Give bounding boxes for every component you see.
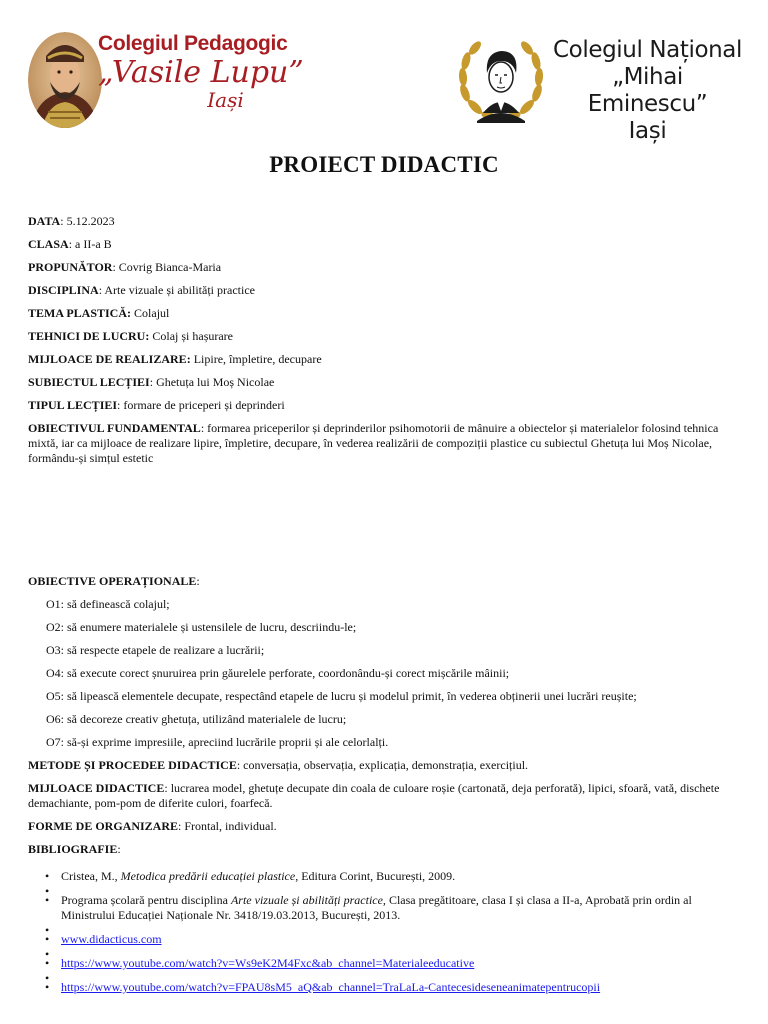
field-sep: : — [68, 237, 73, 251]
obiective-operationale-heading — [28, 574, 744, 589]
field-label: DATA — [28, 214, 61, 228]
link-didacticus[interactable]: www.didacticus.com — [61, 932, 162, 946]
document-body — [28, 214, 744, 995]
field-label: PROPUNĂTOR — [28, 260, 113, 274]
field-label: TEMA PLASTICĂ — [28, 306, 128, 320]
logo-colegiul-national — [455, 33, 745, 144]
bibliografie-list — [28, 869, 744, 995]
forme-organizare — [28, 819, 744, 834]
forme-text: : Frontal, individual. — [178, 819, 277, 833]
obiectiv-item: O7: să-și exprime impresiile, apreciind lucrările proprii și ale celorlalți. — [46, 735, 389, 749]
obiectiv-item: O3: să respecte etapele de realizare a lucrării; — [46, 643, 265, 657]
biblio-title: Metodica predării educației plastice — [120, 869, 296, 883]
field-sep: : — [60, 214, 64, 228]
field-sep: : — [127, 306, 132, 320]
field-label: TEHNICI DE LUCRU — [28, 329, 146, 343]
obiective-operationale-label: OBIECTIVE OPERAȚIONALE — [28, 574, 197, 588]
document-title: PROIECT DIDACTIC — [269, 152, 499, 177]
laurel-portrait-eminescu-icon — [455, 33, 547, 123]
field-clasa — [28, 237, 744, 252]
field-data — [28, 214, 744, 229]
obiective-operationale-sep: : — [196, 574, 200, 588]
field-value: Covrig Bianca-Maria — [115, 260, 222, 274]
field-disciplina — [28, 283, 744, 298]
obiectivul-fundamental — [28, 421, 744, 466]
metode-label: METODE ȘI PROCEDEE DIDACTICE — [28, 758, 237, 772]
bibliografie-heading — [28, 842, 744, 857]
bibliografie-item — [61, 893, 744, 923]
field-sep: : — [98, 283, 103, 297]
obiectiv-item: O2: să enumere materialele și ustensilele de lucru, descriindu-le; — [46, 620, 357, 634]
biblio-title: Arte vizuale și abilități practice, — [230, 893, 386, 907]
logo-left-line2: „Vasile Lupu” — [98, 55, 304, 90]
logo-left-line3: Iași — [207, 88, 244, 112]
obiectiv-fundamental-label: OBIECTIVUL FUNDAMENTAL — [28, 421, 201, 435]
obiectiv-fundamental-text: : formarea priceperilor și deprinderilor psihomotorii de mânuire a obiectelor și materialelor folosind tehnica mixtă, iar ca mijloace de realizare lipire, împletire, decupare, în vederea realizării de compoziții plastice cu subiectul Ghetuța lui Moș Nicolae, formându-și simțul estetic — [28, 421, 719, 465]
metode-procedee — [28, 758, 744, 773]
obiectiv-item: O6: să decoreze creativ ghetuța, utilizând materialele de lucru; — [46, 712, 347, 726]
field-label: SUBIECTUL LECȚIEI — [28, 375, 150, 389]
field-value: Colaj și hașurare — [149, 329, 234, 343]
obiectiv-item: O1: să definească colajul; — [46, 597, 170, 611]
field-label: DISCIPLINA — [28, 283, 99, 297]
obiectiv-item: O5: să lipească elementele decupate, respectând etapele de lucru și modelul primit, în vederea obținerii unei lucrări reușite; — [46, 689, 637, 703]
bibliografie-item — [61, 932, 744, 947]
field-sep: : — [117, 398, 121, 412]
mijloace-label: MIJLOACE DIDACTICE — [28, 781, 165, 795]
logo-right-line2: „Mihai Eminescu” — [587, 64, 708, 117]
bibliografie-sep: : — [117, 842, 121, 856]
logo-left-line1: Colegiul Pedagogic — [98, 32, 288, 55]
link-youtube-tralala[interactable]: https://www.youtube.com/watch?v=FPAU8sM5_aQ&ab_channel=TraLaLa-Cantecesideseneanimatepentrucopii — [61, 980, 601, 994]
bibliografie-item — [61, 869, 744, 884]
forme-label: FORME DE ORGANIZARE — [28, 819, 179, 833]
metode-text: : conversația, observația, explicația, demonstrația, exercițiul. — [236, 758, 529, 772]
field-sep: : — [149, 375, 154, 389]
field-value: 5.12.2023 — [63, 214, 115, 228]
field-value: Arte vizuale și abilități practice — [102, 283, 255, 297]
field-value: Colajul — [131, 306, 170, 320]
obiective-list — [28, 597, 744, 750]
biblio-text: Programa școlară pentru disciplina — [61, 893, 231, 907]
field-sep: : — [112, 260, 116, 274]
field-tehnici — [28, 329, 744, 344]
link-youtube-materiale[interactable]: https://www.youtube.com/watch?v=Ws9eK2M4Fxc&ab_channel=Materialeeducative — [61, 956, 475, 970]
mijloace-didactice — [28, 781, 744, 811]
field-sep: : — [186, 352, 191, 366]
field-label: CLASA — [28, 237, 69, 251]
obiectiv-item: O4: să execute corect șnuruirea prin găurelele perforate, coordonându-și corect mișcările mâinii; — [46, 666, 510, 680]
bibliografie-item — [61, 956, 744, 971]
field-tema-plastica — [28, 306, 744, 321]
field-tipul — [28, 398, 744, 413]
biblio-text: Clasa pregătitoare, clasa I și clasa a II-a, Aprobată prin ordin al Ministrului Educației Naționale Nr. 3418/19.03.2013, București, 2013. — [61, 893, 692, 922]
field-value: Lipire, împletire, decupare — [190, 352, 322, 366]
bibliografie-item — [61, 980, 744, 995]
field-value: Ghetuța lui Moș Nicolae — [153, 375, 275, 389]
field-value: a II-a B — [72, 237, 112, 251]
field-label: MIJLOACE DE REALIZARE — [28, 352, 187, 366]
field-subiectul — [28, 375, 744, 390]
field-mijloace-realizare — [28, 352, 744, 367]
biblio-text: , Editura Corint, București, 2009. — [295, 869, 456, 883]
portrait-vasile-lupu-icon — [28, 32, 102, 128]
field-value: formare de priceperi și deprinderi — [120, 398, 285, 412]
field-sep: : — [145, 329, 150, 343]
biblio-text: Cristea, M., — [61, 869, 121, 883]
logo-colegiul-pedagogic — [28, 30, 304, 130]
logo-right-line3: Iași — [628, 118, 667, 144]
mijloace-text: : lucrarea model, ghetuțe decupate din coala de culoare roșie (cartonată, deja perforată), lipici, sfoară, vată, dischete demachiante, pom-pom de diferite culori, foarfecă. — [28, 781, 720, 810]
field-label: TIPUL LECȚIEI — [28, 398, 118, 412]
logo-right-line1: Colegiul Național — [553, 37, 742, 63]
bibliografie-label: BIBLIOGRAFIE — [28, 842, 118, 856]
field-propunator — [28, 260, 744, 275]
